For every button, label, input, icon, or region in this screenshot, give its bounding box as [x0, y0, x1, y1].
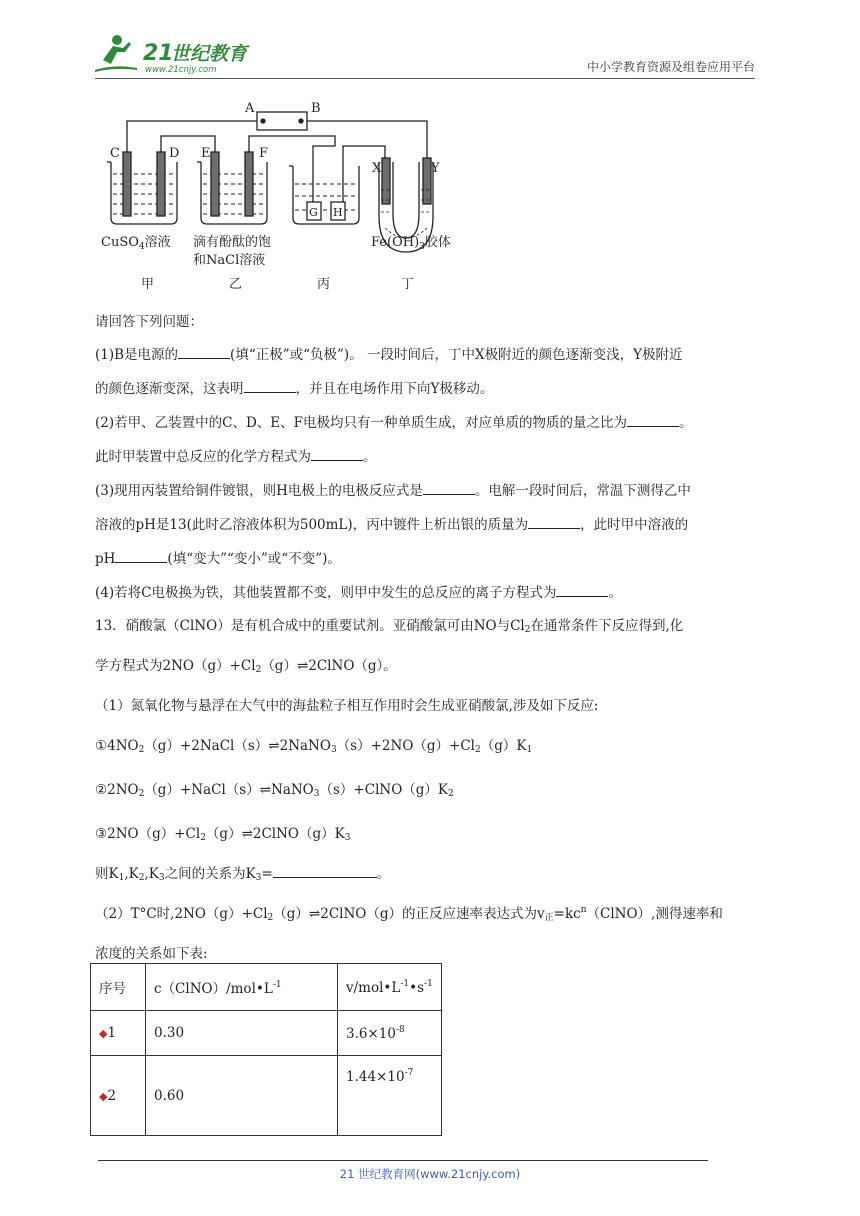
row-rate: $3.6\times 10^{-8}$ — [338, 1011, 442, 1056]
answer-blank[interactable] — [627, 414, 679, 427]
question-13-line-2: 学方程式为$2NO(g)+Cl_2(g)\rightleftharpoons 2ClNO(g)$。 — [95, 658, 397, 675]
row-index: ◆1 — [91, 1011, 146, 1056]
terminal-b-label: B — [311, 101, 321, 116]
footer-link[interactable]: 21 世纪教育网(www.21cnjy.com) — [339, 1167, 521, 1181]
answer-blank[interactable] — [273, 865, 377, 878]
part-2-line-1: （2）T°C时$,2NO(g)+Cl_2(g)\rightleftharpoons 2ClNO(g)$的正反应速率表达式为$v_正=kc^n(ClNO)$,测得速率和 — [95, 905, 723, 923]
answer-blank[interactable] — [423, 482, 475, 495]
answer-blank[interactable] — [115, 550, 167, 563]
diamond-icon: ◆ — [99, 1027, 108, 1040]
electrode-f-label: F — [259, 146, 269, 161]
electrode-g-label: G — [309, 206, 318, 219]
row-concentration: 0.60 — [146, 1056, 338, 1136]
electrode-h-label: H — [333, 206, 343, 219]
cell-yi-name: 乙 — [229, 277, 243, 292]
k-relation-line: 则$K_1,K_2,K_3$之间的关系为$K_3=$ 。 — [95, 866, 391, 883]
cell-bing-name: 丙 — [317, 277, 331, 292]
electrolysis-apparatus-diagram — [95, 100, 475, 295]
question-1-line-1: (1)B是电源的 (填“正极”或“负极”)。 一段时间后，丁中X极附近的颜色逐渐变浅，Y极附近 — [95, 347, 683, 363]
platform-title: 中小学教育资源及组卷应用平台 — [586, 60, 755, 74]
svg-text:CuSO4溶液: CuSO$_4$溶液 — [101, 235, 171, 252]
row-rate: $1.44\times 10^{-7}$ — [338, 1056, 442, 1136]
electrode-c-label: C — [110, 146, 120, 161]
cell-yi-solution-label-2: 和NaCl溶液 — [193, 253, 266, 268]
terminal-a-label: A — [245, 101, 255, 116]
question-2-line-1: (2)若甲、乙装置中的C、D、E、F电极均只有一种单质生成，对应单质的物质的量之比为 。 — [95, 415, 693, 431]
cell-jia-solution-label: CuSO — [101, 235, 139, 250]
header-index: 序号 — [91, 964, 146, 1011]
rate-concentration-table — [90, 963, 442, 1136]
header-divider — [95, 78, 755, 79]
header-concentration: $c(ClNO)/mol•L^{-1}$ — [146, 964, 338, 1011]
cell-ding-name: 丁 — [401, 277, 415, 292]
diamond-icon: ◆ — [99, 1089, 108, 1103]
reaction-2: $②2NO_2(g)+NaCl(s)\rightleftharpoons NaNO_3(s)+ClNO(g)K_2$ — [95, 782, 454, 799]
answer-blank[interactable] — [311, 448, 363, 461]
row-index: ◆2 — [91, 1056, 146, 1136]
table-row — [91, 1056, 442, 1136]
cell-jia-name: 甲 — [141, 277, 155, 292]
cell-yi-solution-label-1: 滴有酚酞的饱 — [193, 235, 272, 250]
electrode-x-label: X — [372, 161, 382, 176]
header-rate: $v/mol•L^{-1}•s^{-1}$ — [338, 964, 442, 1011]
answer-blank[interactable] — [556, 584, 608, 597]
prompt-line: 请回答下列问题： — [95, 314, 203, 330]
question-4-line: (4)若将C电极换为铁，其他装置都不变，则甲中发生的总反应的离子方程式为 。 — [95, 585, 622, 601]
question-3-line-2: 溶液的pH是13(此时乙溶液体积为500mL)，丙中镀件上析出银的质量为 ，此时甲中溶液的 — [95, 517, 689, 533]
electrode-y-label: Y — [431, 161, 440, 176]
svg-text:世纪教育: 世纪教育 — [171, 43, 248, 65]
reaction-1: $①4NO_2(g)+2NaCl(s)\rightleftharpoons 2NaNO_3(s)+2NO(g)+Cl_2(g)K_1$ — [95, 738, 533, 755]
page-header — [95, 30, 755, 78]
question-1-line-2: 的颜色逐渐变深，这表明 ，并且在电场作用下向Y极移动。 — [95, 381, 494, 397]
question-2-line-2: 此时甲装置中总反应的化学方程式为 。 — [95, 449, 377, 465]
answer-blank[interactable] — [244, 380, 296, 393]
electrode-e-label: E — [201, 146, 211, 161]
footer-divider — [98, 1160, 708, 1161]
answer-blank[interactable] — [528, 516, 580, 529]
svg-text:Fe(OH)3胶体: $Fe(OH)_3$胶体 — [371, 235, 451, 252]
row-concentration: 0.30 — [146, 1011, 338, 1056]
question-3-line-1: (3)现用丙装置给铜件镀银，则H电极上的电极反应式是 。电解一段时间后，常温下测得乙中 — [95, 483, 691, 499]
part-1-intro: （1）氮氧化物与悬浮在大气中的海盐粒子相互作用时会生成亚硝酸氯,涉及如下反应: — [95, 698, 599, 714]
electrode-d-label: D — [169, 146, 180, 161]
svg-text:www.21cnjy.com: www.21cnjy.com — [145, 65, 217, 75]
site-logo — [95, 30, 265, 76]
table-row — [91, 1011, 442, 1056]
question-3-line-3: pH (填“变大”“变小”或“不变”)。 — [95, 551, 341, 567]
question-13-line-1: 13．硝酸氯（ClNO）是有机合成中的重要试剂。亚硝酸氯可由NO与$Cl_2$在通常条件下反应得到,化 — [95, 618, 684, 635]
reaction-3: $③2NO(g)+Cl_2(g)\rightleftharpoons 2ClNO(g)K_3$ — [95, 826, 351, 843]
svg-text:21: 21 — [143, 41, 174, 66]
answer-blank[interactable] — [178, 346, 230, 359]
table-header-row — [91, 964, 442, 1011]
cell-ding-solution-label: Fe(OH) — [371, 235, 420, 250]
part-2-line-2: 浓度的关系如下表: — [95, 946, 208, 962]
